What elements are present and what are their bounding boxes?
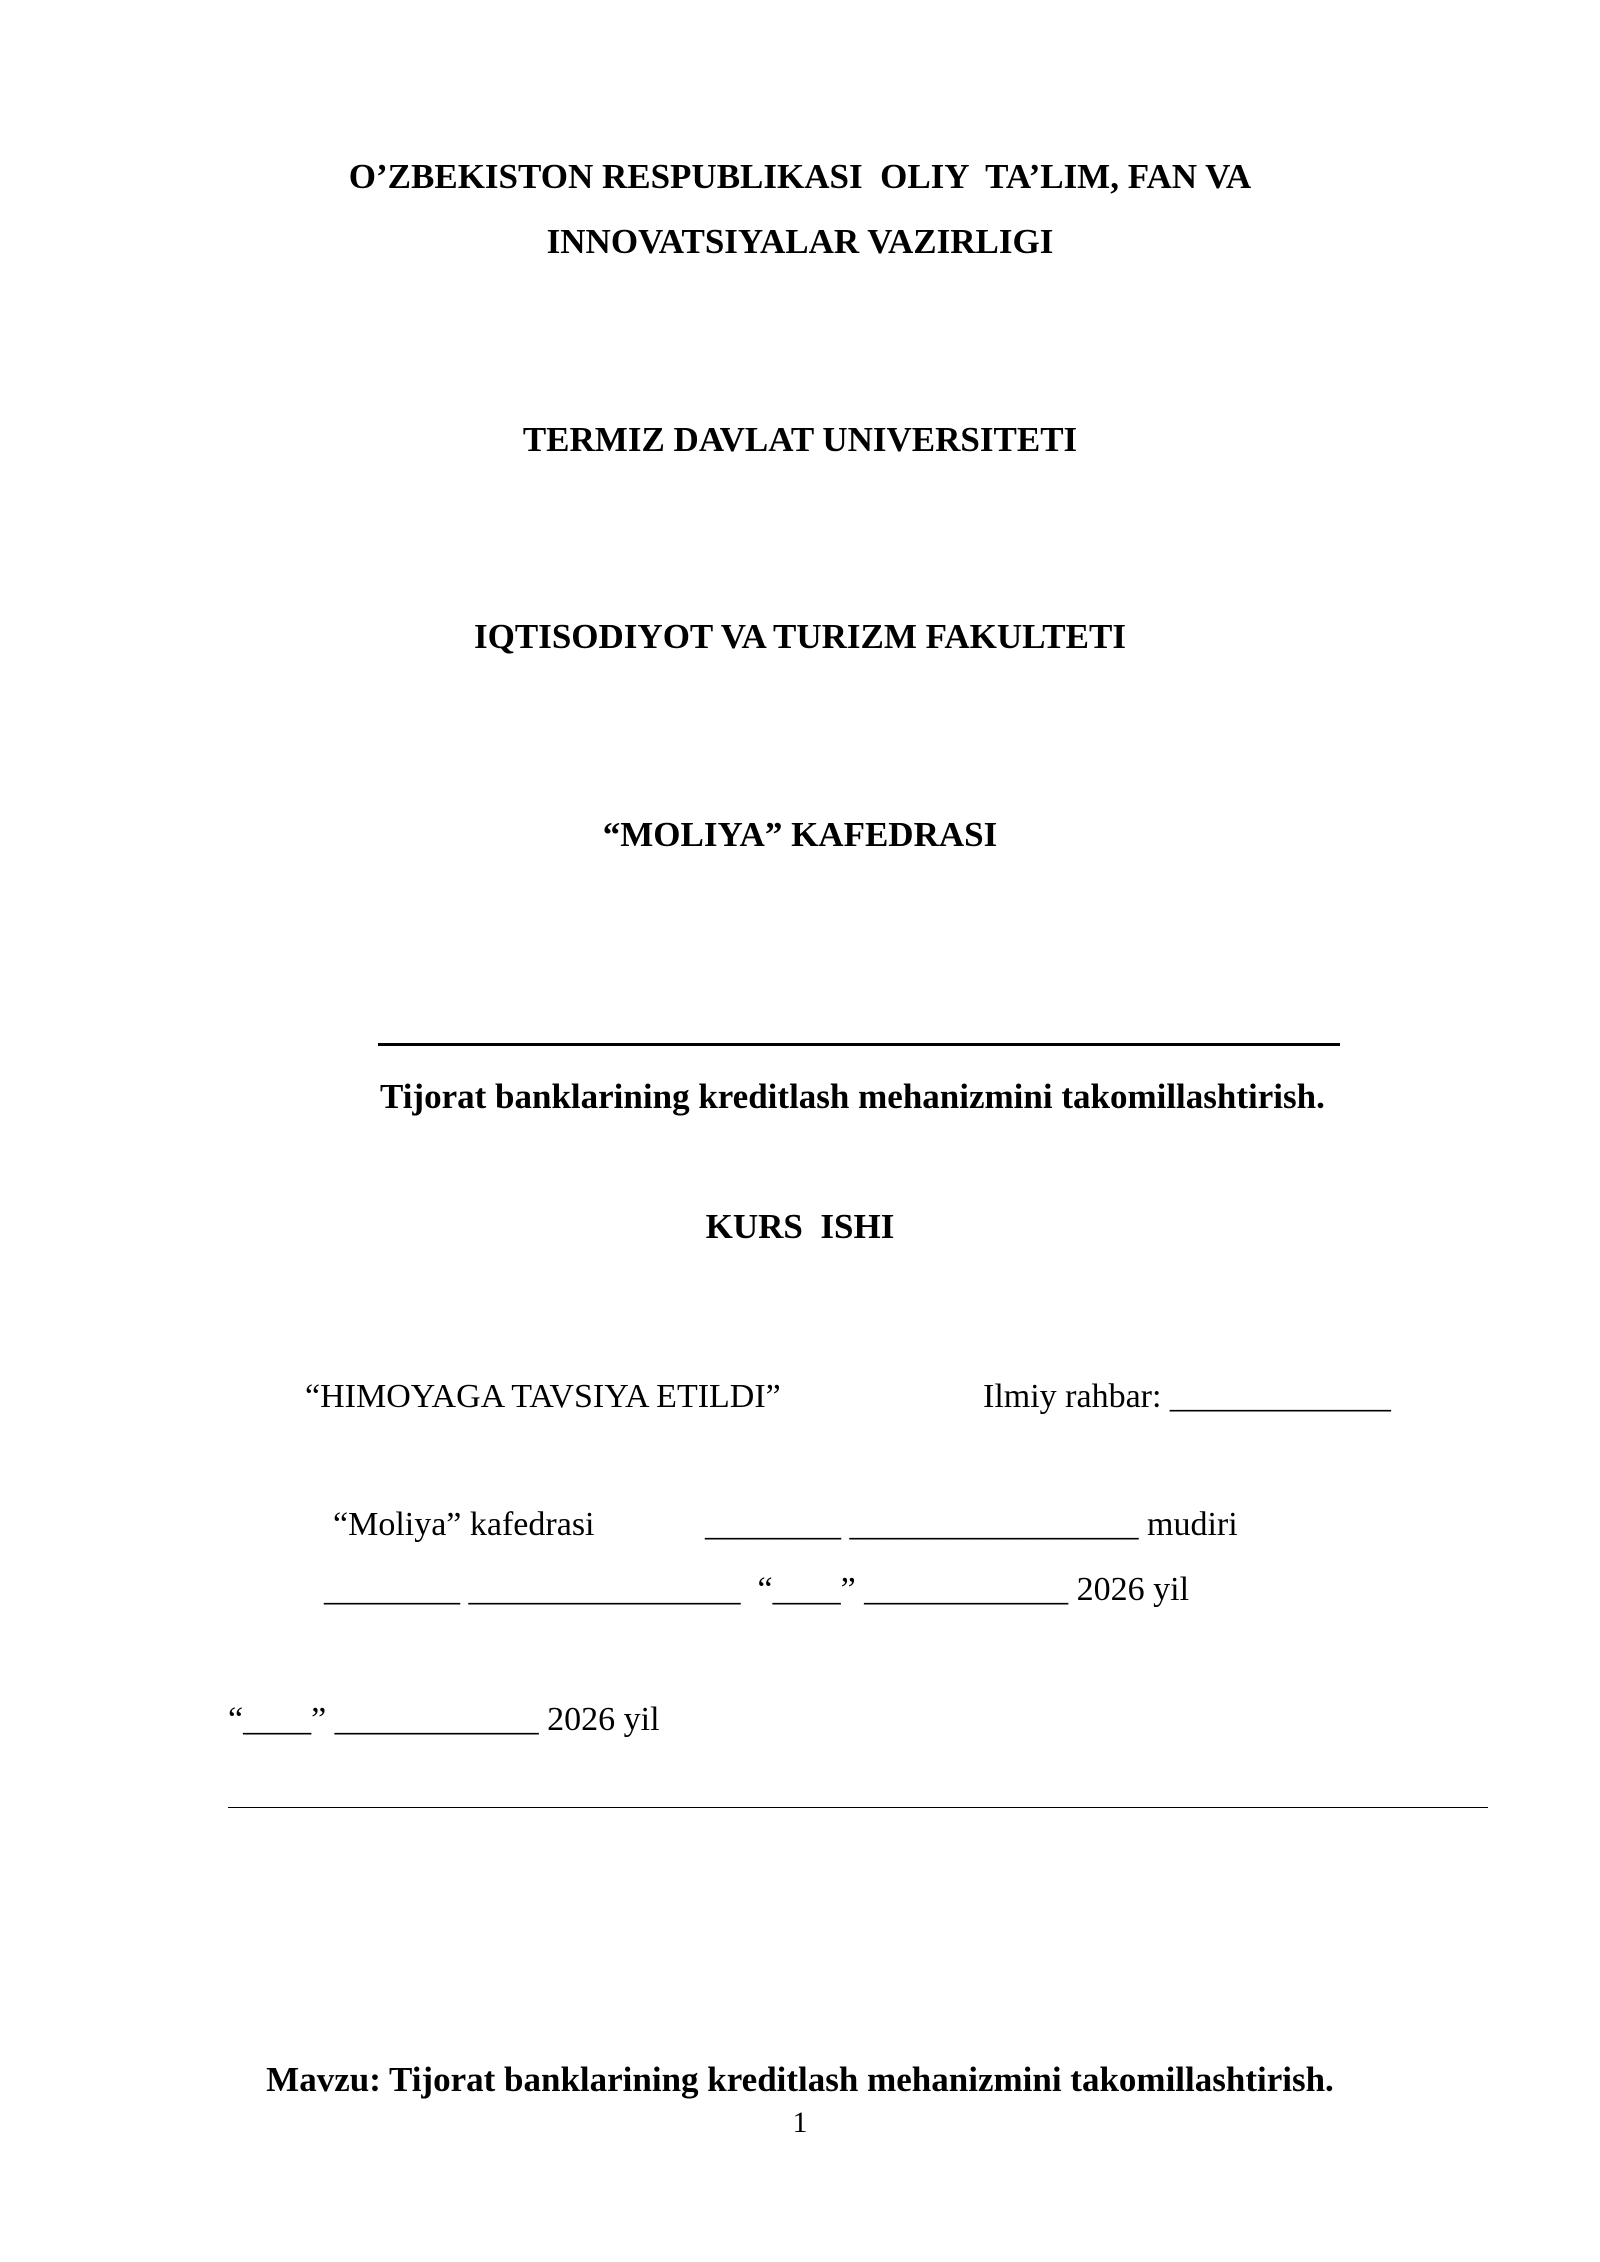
subject-line: Mavzu: Tijorat banklarining kreditlash mehanizmini takomillashtirish. xyxy=(266,2060,1334,2099)
page-number: 1 xyxy=(792,2106,808,2139)
university-name: TERMIZ DAVLAT UNIVERSITETI xyxy=(522,420,1078,459)
department-head-field: ________ _________________ mudiri xyxy=(705,1506,1238,1543)
ministry-title-line2: INNOVATSIYALAR VAZIRLIGI xyxy=(546,222,1054,261)
faculty-name: IQTISODIYOT VA TURIZM FAKULTETI xyxy=(474,617,1126,656)
approval-date-field: “____” ____________ 2026 yil xyxy=(228,1701,660,1738)
work-topic: Tijorat banklarining kreditlash mehanizmini takomillashtirish. xyxy=(380,1077,1325,1116)
work-type: KURS ISHI xyxy=(705,1207,895,1246)
section-divider xyxy=(228,1807,1488,1808)
signature-date-field: ________ ________________ “____” ____________ 2026 yil xyxy=(324,1571,1190,1608)
department-label: “Moliya” kafedrasi xyxy=(333,1506,595,1543)
supervisor-field: Ilmiy rahbar: _____________ xyxy=(983,1378,1391,1415)
ministry-title-line1: O’ZBEKISTON RESPUBLIKASI OLIY TA’LIM, FAN VA xyxy=(348,157,1252,196)
recommended-stamp: “HIMOYAGA TAVSIYA ETILDI” xyxy=(305,1378,781,1415)
department-name: “MOLIYA” KAFEDRASI xyxy=(602,815,998,854)
author-name-line xyxy=(378,1043,1340,1046)
